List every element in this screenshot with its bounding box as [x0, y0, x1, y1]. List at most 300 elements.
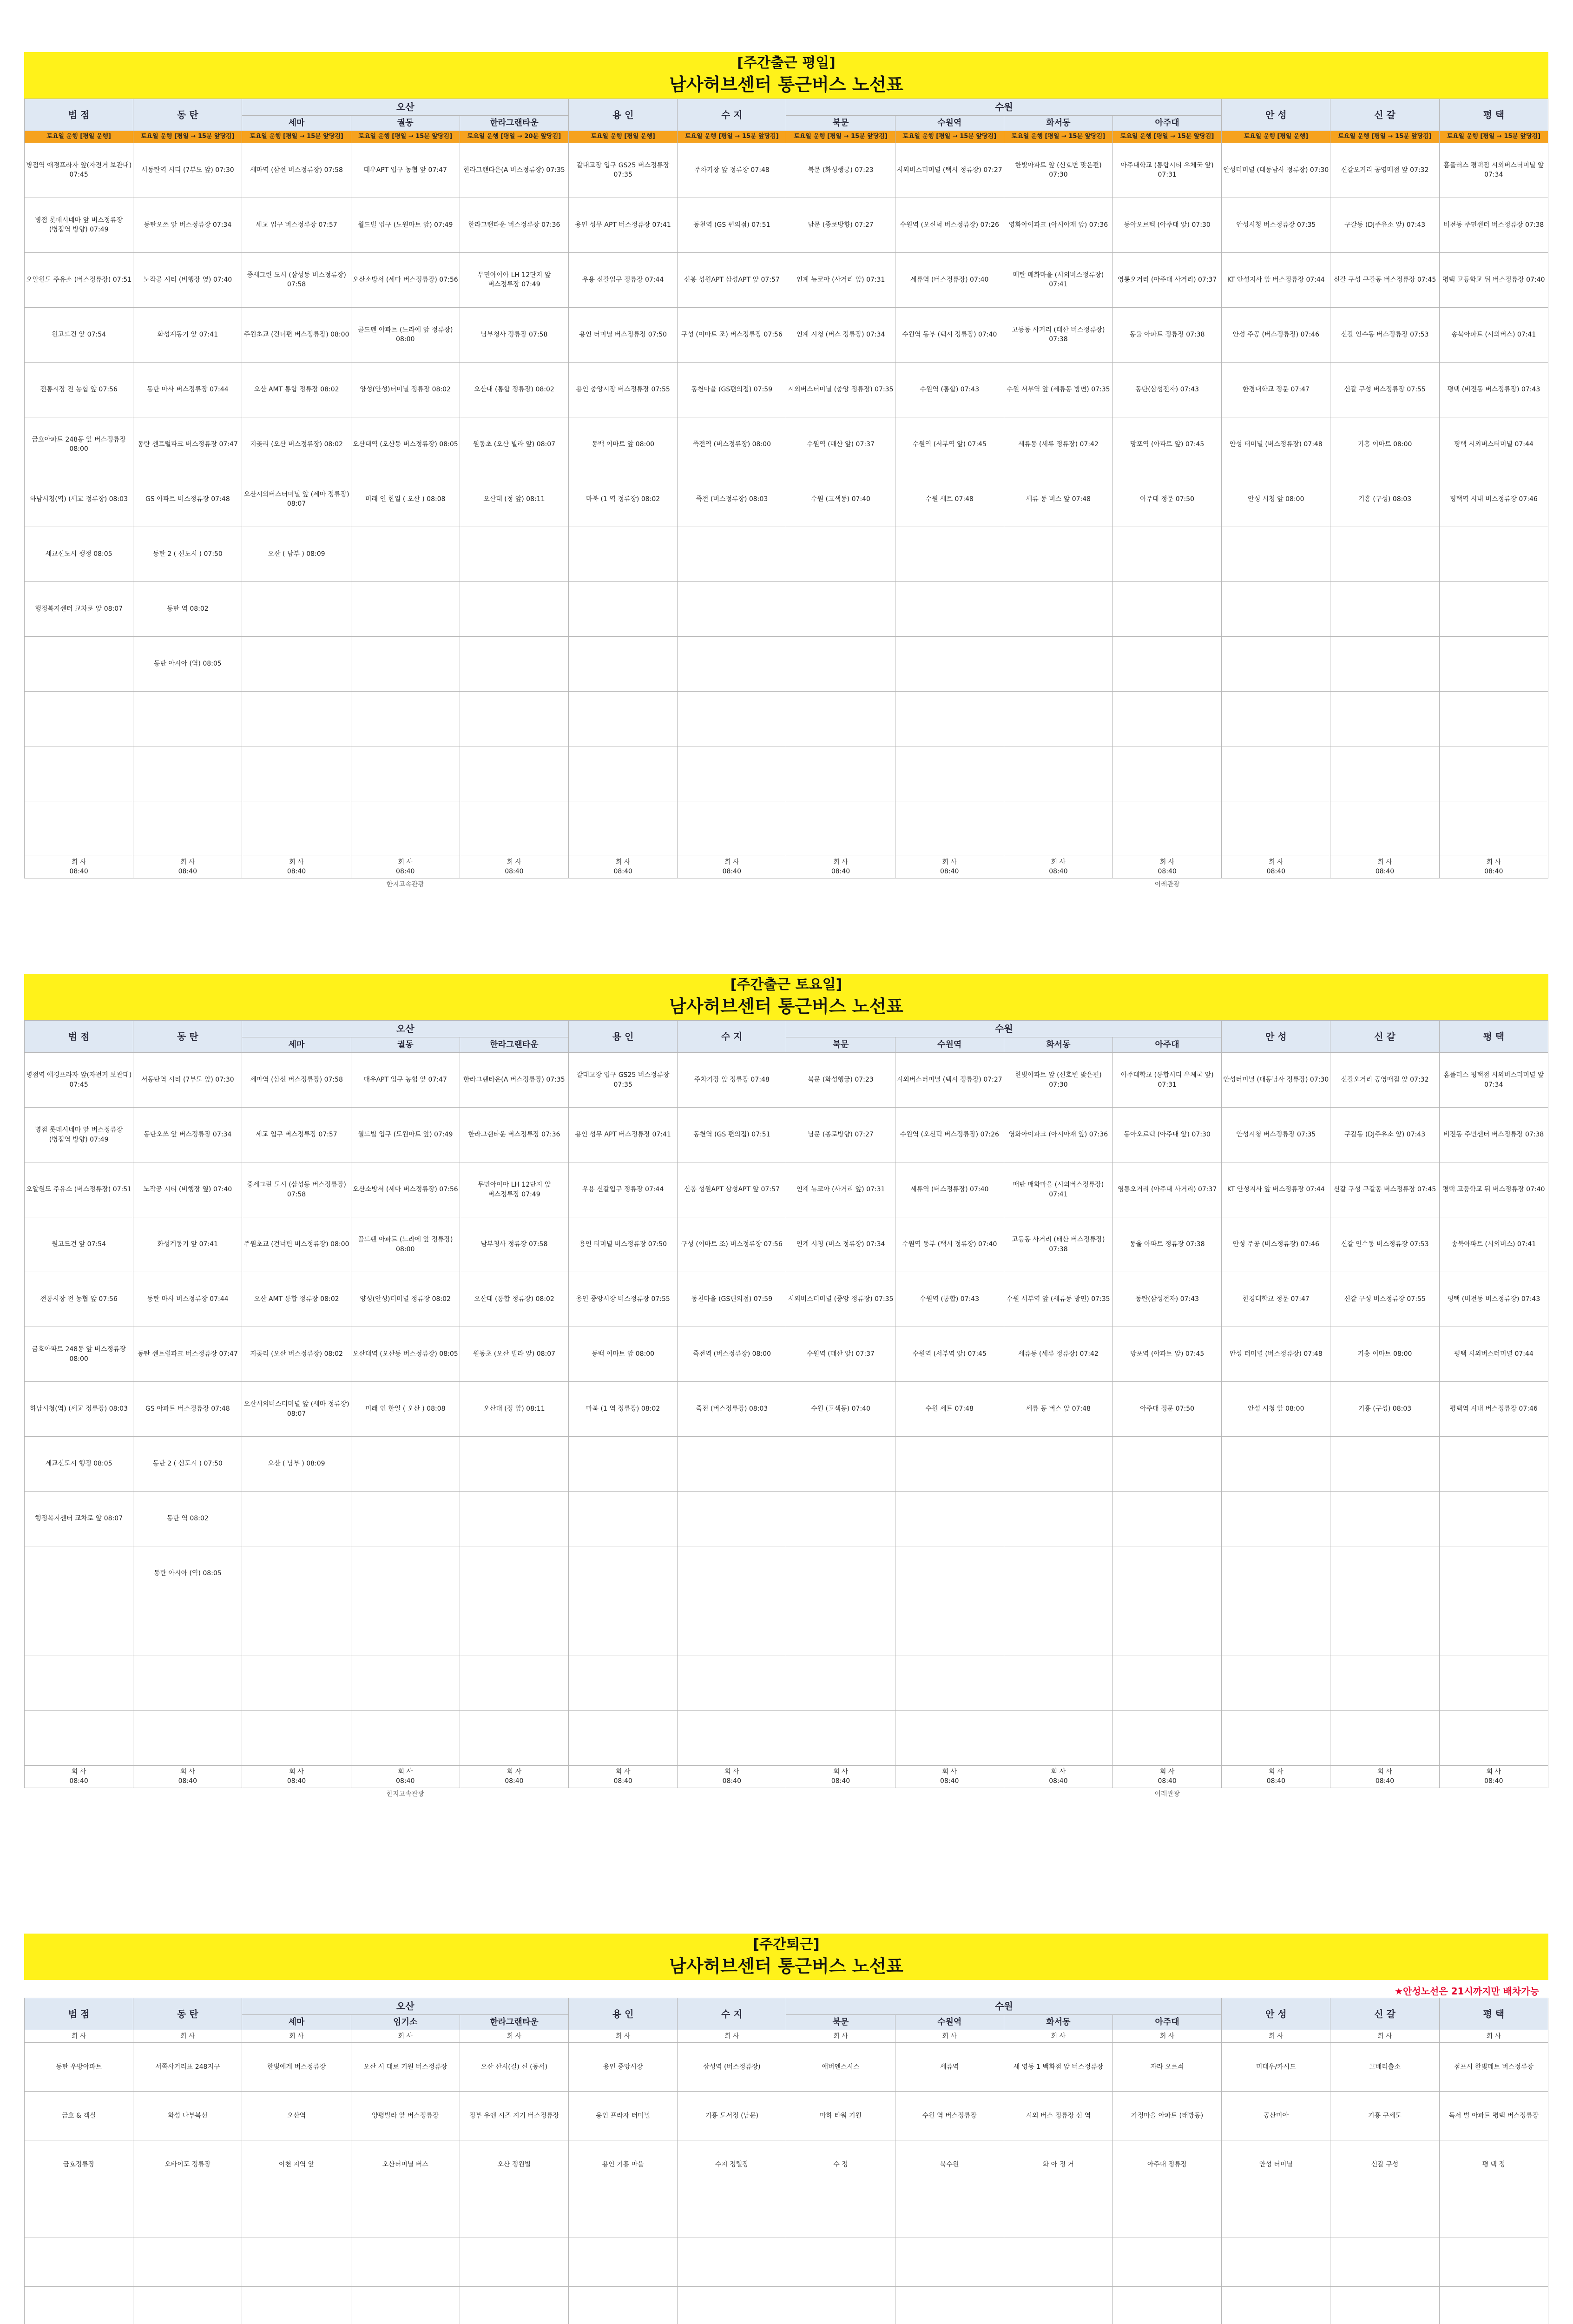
stop-cell: 인계 시청 (버스 정류장) 07:34 — [786, 1217, 895, 1272]
stop-cell: 금호정류장 — [25, 2140, 133, 2189]
stop-cell: 새 영동 1 백화점 앞 버스정류장 — [1004, 2043, 1112, 2092]
col-header: 아주대 — [1113, 2015, 1222, 2030]
stop-cell: 안성시청 버스정류장 07:35 — [1222, 1108, 1330, 1162]
stop-cell: 시외 버스 정류장 신 역 — [1004, 2092, 1112, 2140]
stop-cell: 안성 주공 (버스정류장) 07:46 — [1222, 1217, 1330, 1272]
origin-cell: 회 사 — [25, 2030, 133, 2043]
stop-cell: 북수원 — [895, 2140, 1004, 2189]
stop-cell — [678, 527, 786, 581]
operation-note: 토요일 운행 [평일 → 15분 앞당김] — [1004, 131, 1112, 143]
arrival-label: 회 사 — [942, 858, 957, 866]
stop-cell: 아주대학교 (통합시티 우체국 앞) 07:31 — [1113, 143, 1222, 198]
arrival-time: 08:40 — [1049, 1777, 1068, 1785]
origin-cell: 회 사 — [1330, 2030, 1439, 2043]
empty-cell — [460, 746, 568, 801]
arrival-cell — [242, 1766, 351, 1788]
stop-cell — [569, 636, 678, 691]
empty-cell — [895, 2238, 1004, 2287]
table-row — [25, 2092, 1548, 2140]
stop-cell — [351, 1437, 460, 1492]
stop-cell: 홈플러스 평택점 시외버스터미널 앞 07:34 — [1439, 1053, 1548, 1108]
col-header: 궐동 — [351, 1037, 460, 1053]
col-header: 아주대 — [1113, 1037, 1222, 1053]
origin-row — [25, 2030, 1548, 2043]
origin-cell: 회 사 — [351, 2030, 460, 2043]
stop-cell: 자라 오르쇠 — [1113, 2043, 1222, 2092]
empty-cell — [569, 1601, 678, 1656]
col-header: 용 인 — [569, 1998, 678, 2030]
empty-cell — [351, 1656, 460, 1711]
stop-cell: 수원 (고색동) 07:40 — [786, 1382, 895, 1437]
stop-cell: 갈대고장 입구 GS25 버스정류장 07:35 — [569, 143, 678, 198]
stop-cell: 금호아파트 248동 앞 버스정류장 08:00 — [25, 417, 133, 472]
empty-cell — [460, 2189, 568, 2238]
empty-cell — [1330, 2238, 1439, 2287]
stop-cell: 무민아이아 LH 12단지 앞 버스정류장 07:49 — [460, 1162, 568, 1217]
group-header: 수원 — [786, 1021, 1222, 1037]
table-row — [25, 417, 1548, 472]
group-header: 수원 — [786, 99, 1222, 116]
table-row — [25, 2043, 1548, 2092]
stop-cell: 동탄(삼성전자) 07:43 — [1113, 362, 1222, 417]
operator-label: 한지고속관광 — [386, 1790, 424, 1798]
empty-cell — [1004, 691, 1112, 746]
col-header: 화서동 — [1004, 1037, 1112, 1053]
stop-cell: 기흥 이마트 08:00 — [1330, 1327, 1439, 1382]
stop-cell: 신갈오거리 공영매점 앞 07:32 — [1330, 143, 1439, 198]
table-row — [25, 2287, 1548, 2324]
stop-cell: 세류 동 버스 앞 07:48 — [1004, 1382, 1112, 1437]
stop-cell: 영통오거리 (아주대 사거리) 07:37 — [1113, 1162, 1222, 1217]
origin-cell: 회 사 — [895, 2030, 1004, 2043]
stop-cell: 수원역 (통합) 07:43 — [895, 1272, 1004, 1327]
col-header: 용 인 — [569, 99, 678, 131]
empty-cell — [1439, 801, 1548, 856]
stop-cell: 오산터미널 버스 — [351, 2140, 460, 2189]
arrival-time: 08:40 — [396, 868, 415, 876]
empty-cell — [1222, 2238, 1330, 2287]
stop-cell: 신갈 구성 버스정류장 07:55 — [1330, 1272, 1439, 1327]
stop-cell: 신봉 성원APT 삼성APT 앞 07:57 — [678, 252, 786, 307]
empty-cell — [460, 2238, 568, 2287]
operation-note: 토요일 운행 [평일 → 20분 앞당김] — [460, 131, 568, 143]
stop-cell: 영화아이파크 (아시아재 앞) 07:36 — [1004, 198, 1112, 252]
stop-cell: 수원역 (오신덕 버스정류장) 07:26 — [895, 1108, 1004, 1162]
arrival-label: 회 사 — [71, 1768, 86, 1776]
stop-cell: 동탄 2 ( 신도시 ) 07:50 — [133, 527, 242, 581]
col-header: 수원역 — [895, 116, 1004, 131]
empty-cell — [25, 746, 133, 801]
table-row — [25, 1711, 1548, 1766]
stop-cell: 평택 시외버스터미널 07:44 — [1439, 1327, 1548, 1382]
empty-cell — [678, 801, 786, 856]
empty-cell — [25, 691, 133, 746]
table-row — [25, 362, 1548, 417]
stop-cell — [569, 1492, 678, 1546]
empty-cell — [1330, 2189, 1439, 2238]
empty-cell — [460, 2287, 568, 2324]
empty-cell — [242, 2189, 351, 2238]
stop-cell: 동탄 센트럴파크 버스정류장 07:47 — [133, 1327, 242, 1382]
arrival-label: 회 사 — [833, 1768, 848, 1776]
stop-cell — [895, 581, 1004, 636]
footer-row — [25, 878, 1548, 891]
stop-cell: 평택역 시내 버스정류장 07:46 — [1439, 472, 1548, 527]
stop-cell: 미래 인 한일 ( 오산 ) 08:08 — [351, 1382, 460, 1437]
stop-cell: 동탄 우방아파트 — [25, 2043, 133, 2092]
stop-cell: 세교 입구 버스정류장 07:57 — [242, 1108, 351, 1162]
empty-cell — [895, 1601, 1004, 1656]
empty-cell — [1004, 1656, 1112, 1711]
empty-cell — [242, 1711, 351, 1766]
stop-cell: 오알원도 주유소 (버스정류장) 07:51 — [25, 252, 133, 307]
arrival-label: 회 사 — [71, 858, 86, 866]
stop-cell: 우용 신갈입구 정류장 07:44 — [569, 1162, 678, 1217]
arrival-time: 08:40 — [505, 1777, 524, 1785]
table-row — [25, 1217, 1548, 1272]
empty-cell — [678, 1711, 786, 1766]
arrival-cell — [895, 856, 1004, 878]
arrival-time: 08:40 — [69, 1777, 88, 1785]
stop-cell: 죽전역 (버스정류장) 08:00 — [678, 417, 786, 472]
stop-cell: 한빛아파트 앞 (신호변 맞은편) 07:30 — [1004, 143, 1112, 198]
stop-cell: 중세그린 도시 (삼성동 버스정류장) 07:58 — [242, 252, 351, 307]
stop-cell: 용인 기흥 마을 — [569, 2140, 678, 2189]
stop-cell: 주차기장 앞 정류장 07:48 — [678, 1053, 786, 1108]
group-header: 오산 — [242, 1998, 569, 2015]
col-header: 세마 — [242, 2015, 351, 2030]
table-row — [25, 252, 1548, 307]
empty-cell — [1330, 1601, 1439, 1656]
stop-cell: 동천마을 (GS편의점) 07:59 — [678, 362, 786, 417]
arrival-time: 08:40 — [1375, 868, 1395, 876]
empty-cell — [133, 2287, 242, 2324]
arrival-cell — [1439, 856, 1548, 878]
empty-cell — [25, 1711, 133, 1766]
stop-cell: 점프시 한빛메트 버스정류장 — [1439, 2043, 1548, 2092]
empty-cell — [1004, 1711, 1112, 1766]
empty-cell — [1439, 1711, 1548, 1766]
arrival-cell — [1222, 1766, 1330, 1788]
stop-cell: KT 안성지사 앞 버스정류장 07:44 — [1222, 1162, 1330, 1217]
stop-cell: 마북 (1 역 정류장) 08:02 — [569, 472, 678, 527]
empty-cell — [1004, 2287, 1112, 2324]
operation-note: 토요일 운행 [평일 운행] — [25, 131, 133, 143]
saturday-subtitle: 남사허브센터 통근버스 노선표 — [669, 996, 903, 1017]
col-header: 궐동 — [351, 116, 460, 131]
stop-cell: 망포역 (아파트 앞) 07:45 — [1113, 417, 1222, 472]
empty-cell — [1113, 691, 1222, 746]
origin-cell: 회 사 — [242, 2030, 351, 2043]
empty-cell — [25, 1601, 133, 1656]
arrival-time: 08:40 — [1266, 1777, 1286, 1785]
arrival-time: 08:40 — [287, 868, 306, 876]
stop-cell: 우용 신갈입구 정류장 07:44 — [569, 252, 678, 307]
stop-cell — [786, 527, 895, 581]
stop-cell: 매탄 매화마을 (시외버스정류장) 07:41 — [1004, 252, 1112, 307]
stop-cell: 안성시청 버스정류장 07:35 — [1222, 198, 1330, 252]
arrival-cell — [569, 856, 678, 878]
arrival-time: 08:40 — [178, 1777, 197, 1785]
col-header: 용 인 — [569, 1021, 678, 1053]
arrival-time: 08:40 — [1049, 868, 1068, 876]
stop-cell: 용인 터미널 버스정류장 07:50 — [569, 307, 678, 362]
empty-cell — [786, 2287, 895, 2324]
empty-cell — [460, 1601, 568, 1656]
stop-cell: 오산 AMT 통합 정류장 08:02 — [242, 1272, 351, 1327]
stop-cell — [678, 581, 786, 636]
stop-cell: 원고드건 앞 07:54 — [25, 1217, 133, 1272]
stop-cell: 기흥 (구성) 08:03 — [1330, 472, 1439, 527]
stop-cell — [1004, 1546, 1112, 1601]
arrival-time: 08:40 — [940, 868, 959, 876]
group-header: 오산 — [242, 1021, 569, 1037]
empty-cell — [1113, 2287, 1222, 2324]
table-row — [25, 1108, 1548, 1162]
stop-cell: 한라그랜타운 버스정류장 07:36 — [460, 198, 568, 252]
empty-cell — [1439, 1656, 1548, 1711]
stop-cell — [786, 1492, 895, 1546]
empty-cell — [133, 2238, 242, 2287]
empty-cell — [1439, 746, 1548, 801]
stop-cell: 오산역 — [242, 2092, 351, 2140]
stop-cell: 오산소방서 (세마 버스정류장) 07:56 — [351, 252, 460, 307]
stop-cell: 용인 중앙시장 — [569, 2043, 678, 2092]
arrival-time: 08:40 — [1375, 1777, 1395, 1785]
evening-title: [주간퇴근] — [753, 1936, 820, 1953]
empty-cell — [569, 746, 678, 801]
col-header: 평 택 — [1439, 1998, 1548, 2030]
stop-cell: 노작공 시티 (비행장 옆) 07:40 — [133, 252, 242, 307]
stop-cell — [351, 1492, 460, 1546]
stop-cell: 용인 프라자 터미널 — [569, 2092, 678, 2140]
stop-cell: 동탄 센트럴파크 버스정류장 07:47 — [133, 417, 242, 472]
stop-cell — [1439, 527, 1548, 581]
group-header-row — [25, 99, 1548, 116]
evening-subtitle: 남사허브센터 통근버스 노선표 — [669, 1955, 903, 1976]
stop-cell: 오알원도 주유소 (버스정류장) 07:51 — [25, 1162, 133, 1217]
stop-cell — [1113, 1546, 1222, 1601]
stop-cell: 이천 지역 앞 — [242, 2140, 351, 2189]
stop-cell: 아주대 정류장 — [1113, 2140, 1222, 2189]
table-row — [25, 636, 1548, 691]
col-header: 한라그랜타운 — [460, 2015, 568, 2030]
stop-cell: 수원 세트 07:48 — [895, 1382, 1004, 1437]
origin-cell: 회 사 — [569, 2030, 678, 2043]
arrival-time: 08:40 — [178, 868, 197, 876]
table-row — [25, 307, 1548, 362]
arrival-time: 08:40 — [1484, 1777, 1503, 1785]
stop-cell: 동탄 역 08:02 — [133, 581, 242, 636]
stop-cell: 수원역 동부 (택시 정류장) 07:40 — [895, 307, 1004, 362]
empty-cell — [133, 1601, 242, 1656]
table-row — [25, 527, 1548, 581]
stop-cell: 화성 나부복선 — [133, 2092, 242, 2140]
empty-cell — [1222, 1601, 1330, 1656]
stop-cell: 동탄오쓰 앞 버스정류장 07:34 — [133, 198, 242, 252]
arrival-label: 회 사 — [1486, 1768, 1501, 1776]
group-header: 수원 — [786, 1998, 1222, 2015]
stop-cell: 갈대고장 입구 GS25 버스정류장 07:35 — [569, 1053, 678, 1108]
empty-cell — [1004, 746, 1112, 801]
stop-cell: 한라그랜타운(A 버스정류장) 07:35 — [460, 1053, 568, 1108]
empty-cell — [1330, 801, 1439, 856]
stop-cell — [1113, 1437, 1222, 1492]
stop-cell: 노작공 시티 (비행장 옆) 07:40 — [133, 1162, 242, 1217]
table-row — [25, 2238, 1548, 2287]
stop-cell: 평택 시외버스터미널 07:44 — [1439, 417, 1548, 472]
stop-cell: 동탄 역 08:02 — [133, 1492, 242, 1546]
arrival-label: 회 사 — [724, 1768, 739, 1776]
arrival-cell — [895, 1766, 1004, 1788]
stop-cell: 수 정 — [786, 2140, 895, 2189]
empty-cell — [351, 1711, 460, 1766]
stop-cell: 신갈 인수동 버스정류장 07:53 — [1330, 307, 1439, 362]
table-row — [25, 1382, 1548, 1437]
stop-cell: 지곶리 (오산 버스정류장) 08:02 — [242, 417, 351, 472]
table-row — [25, 1546, 1548, 1601]
stop-cell: 금호 & 객실 — [25, 2092, 133, 2140]
empty-cell — [25, 1656, 133, 1711]
stop-cell: 안성 시청 앞 08:00 — [1222, 472, 1330, 527]
stop-cell: 양평빌라 앞 버스정류장 — [351, 2092, 460, 2140]
stop-cell: 정부 우엔 시즈 지기 버스정류장 — [460, 2092, 568, 2140]
stop-cell: 안성 터미널 — [1222, 2140, 1330, 2189]
stop-cell: 오산대역 (오산동 버스정류장) 08:05 — [351, 1327, 460, 1382]
empty-cell — [460, 801, 568, 856]
stop-cell: 수원역 (오신덕 버스정류장) 07:26 — [895, 198, 1004, 252]
stop-cell: 서동탄역 시티 (7부도 앞) 07:30 — [133, 1053, 242, 1108]
stop-cell: 오산대 (정 앞) 08:11 — [460, 1382, 568, 1437]
stop-cell: GS 아파트 버스정류장 07:48 — [133, 1382, 242, 1437]
arrival-cell — [1330, 1766, 1439, 1788]
stop-cell: 수원 서부역 앞 (세류동 방면) 07:35 — [1004, 362, 1112, 417]
operation-note: 토요일 운행 [평일 운행] — [1222, 131, 1330, 143]
stop-cell — [1222, 1437, 1330, 1492]
col-header: 동 탄 — [133, 99, 242, 131]
empty-cell — [25, 2238, 133, 2287]
stop-cell: 원동초 (오산 빌라 앞) 08:07 — [460, 1327, 568, 1382]
empty-cell — [460, 691, 568, 746]
stop-cell: 신봉 성원APT 삼성APT 앞 07:57 — [678, 1162, 786, 1217]
stop-cell: 인계 뉴코아 (사거리 앞) 07:31 — [786, 252, 895, 307]
stop-cell: GS 아파트 버스정류장 07:48 — [133, 472, 242, 527]
empty-cell — [351, 746, 460, 801]
table-row — [25, 2140, 1548, 2189]
stop-cell: 주원초교 (건너편 버스정류장) 08:00 — [242, 1217, 351, 1272]
table-row — [25, 1492, 1548, 1546]
stop-cell: 독서 벌 아파트 평택 버스정류장 — [1439, 2092, 1548, 2140]
empty-cell — [351, 2287, 460, 2324]
stop-cell: 동아오르텍 (아주대 앞) 07:30 — [1113, 198, 1222, 252]
empty-cell — [678, 2189, 786, 2238]
operation-note: 토요일 운행 [평일 → 15분 앞당김] — [133, 131, 242, 143]
empty-cell — [786, 2189, 895, 2238]
col-header: 수원역 — [895, 1037, 1004, 1053]
empty-cell — [1439, 2238, 1548, 2287]
empty-cell — [895, 691, 1004, 746]
arrival-cell — [351, 1766, 460, 1788]
arrival-cell — [460, 1766, 568, 1788]
stop-cell: 오산대역 (오산동 버스정류장) 08:05 — [351, 417, 460, 472]
stop-cell: 하남시청(역) (세교 정류장) 08:03 — [25, 1382, 133, 1437]
stop-cell: 동탄 아시아 (역) 08:05 — [133, 1546, 242, 1601]
empty-cell — [351, 1601, 460, 1656]
stop-cell: 평 택 정 — [1439, 2140, 1548, 2189]
arrival-time: 08:40 — [613, 868, 632, 876]
stop-cell: 남문 (종로방향) 07:27 — [786, 198, 895, 252]
arrival-label: 회 사 — [724, 858, 739, 866]
stop-cell — [569, 1546, 678, 1601]
stop-cell: 용인 성무 APT 버스정류장 07:41 — [569, 1108, 678, 1162]
stop-cell: 인계 뉴코아 (사거리 앞) 07:31 — [786, 1162, 895, 1217]
stop-cell — [569, 527, 678, 581]
empty-cell — [1439, 2189, 1548, 2238]
col-header: 평 택 — [1439, 1021, 1548, 1053]
stop-cell: 안성 시청 앞 08:00 — [1222, 1382, 1330, 1437]
stop-cell: 세류 동 버스 앞 07:48 — [1004, 472, 1112, 527]
stop-cell: 남부청사 정류장 07:58 — [460, 307, 568, 362]
empty-cell — [569, 691, 678, 746]
empty-cell — [25, 2287, 133, 2324]
stop-cell: 월드빌 입구 (도원마트 앞) 07:49 — [351, 1108, 460, 1162]
arrival-time: 08:40 — [722, 868, 741, 876]
col-header: 아주대 — [1113, 116, 1222, 131]
empty-cell — [242, 691, 351, 746]
col-header: 수원역 — [895, 2015, 1004, 2030]
empty-cell — [1222, 746, 1330, 801]
empty-cell — [1113, 1601, 1222, 1656]
operation-note: 토요일 운행 [평일 운행] — [569, 131, 678, 143]
empty-cell — [786, 1711, 895, 1766]
arrival-time: 08:40 — [396, 1777, 415, 1785]
arrival-label: 회 사 — [1269, 1768, 1283, 1776]
arrival-time: 08:40 — [940, 1777, 959, 1785]
stop-cell: 세마역 (삼선 버스정류장) 07:58 — [242, 1053, 351, 1108]
footer-row — [25, 1788, 1548, 1800]
empty-cell — [242, 746, 351, 801]
operation-note: 토요일 운행 [평일 → 15분 앞당김] — [242, 131, 351, 143]
stop-cell — [1439, 581, 1548, 636]
stop-cell — [1004, 1437, 1112, 1492]
stop-cell: 영통오거리 (아주대 사거리) 07:37 — [1113, 252, 1222, 307]
empty-cell — [1439, 1601, 1548, 1656]
stop-cell: 구성 (이마트 조) 버스정류장 07:56 — [678, 1217, 786, 1272]
stop-cell: 오산 산시(길) 신 (동서) — [460, 2043, 568, 2092]
stop-cell: 화성계동기 앞 07:41 — [133, 307, 242, 362]
table-row — [25, 1162, 1548, 1217]
group-header: 오산 — [242, 99, 569, 116]
stop-cell — [242, 636, 351, 691]
col-header: 세마 — [242, 1037, 351, 1053]
operation-row — [25, 131, 1548, 143]
stop-cell: 수원 역 버스정류장 — [895, 2092, 1004, 2140]
empty-cell — [25, 2189, 133, 2238]
empty-cell — [895, 2189, 1004, 2238]
stop-cell: 가정마을 아파트 (태방동) — [1113, 2092, 1222, 2140]
stop-cell: 대우APT 입구 농협 앞 07:47 — [351, 1053, 460, 1108]
stop-cell: 수원역 (매산 앞) 07:37 — [786, 417, 895, 472]
empty-cell — [1113, 1711, 1222, 1766]
stop-cell: 동아오르텍 (아주대 앞) 07:30 — [1113, 1108, 1222, 1162]
empty-cell — [569, 1711, 678, 1766]
stop-cell: 동울 아파트 정류장 07:38 — [1113, 1217, 1222, 1272]
stop-cell — [1113, 636, 1222, 691]
stop-cell: 애버엔스시스 — [786, 2043, 895, 2092]
stop-cell: 시외버스터미널 (중앙 정류장) 07:35 — [786, 362, 895, 417]
arrival-label: 회 사 — [180, 858, 195, 866]
stop-cell — [786, 1437, 895, 1492]
